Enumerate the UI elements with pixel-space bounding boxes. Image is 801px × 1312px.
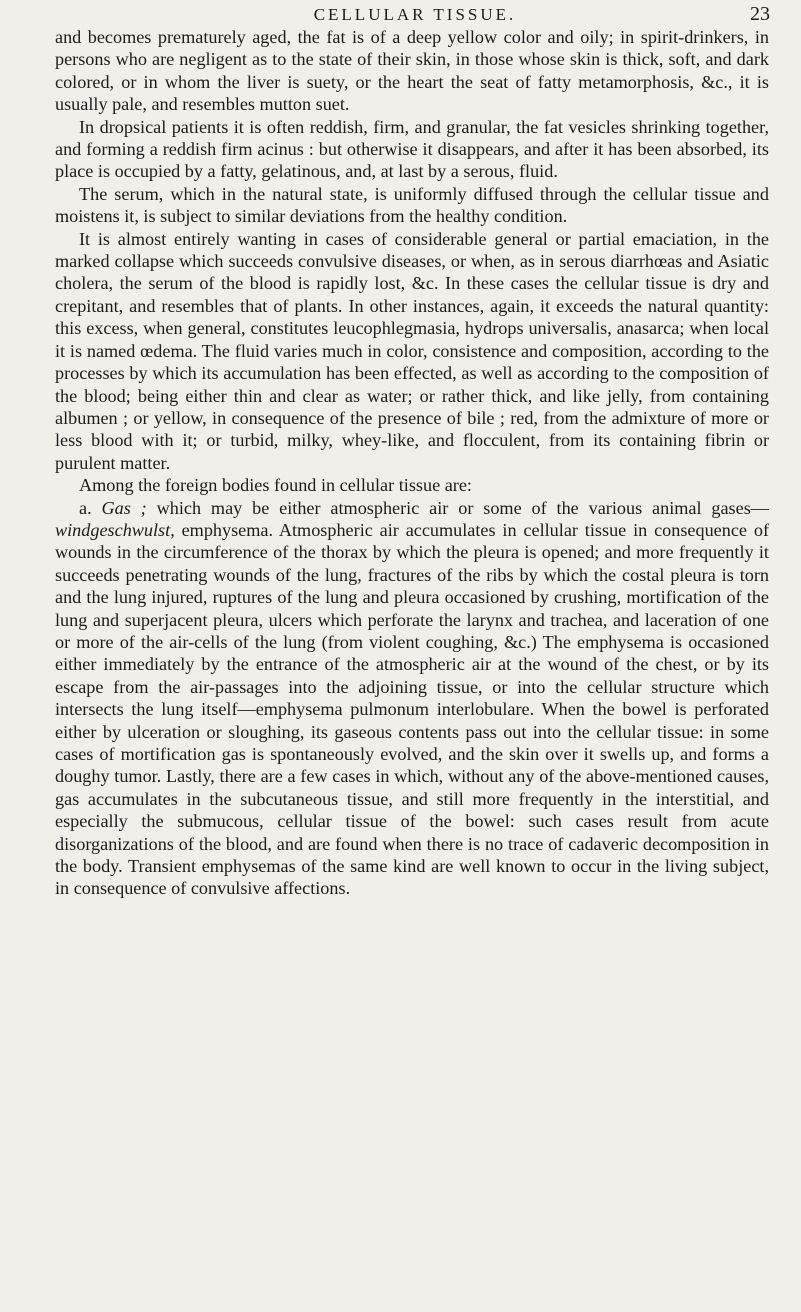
body-text (55, 26, 769, 900)
item-marker: a. (79, 497, 92, 518)
item-text-part-2: emphysema. Atmospheric air accumulates in cellular tissue in consequence of wounds in the circumference of the thorax by which the pleura is opened; and more frequently it succeeds penetrating wounds of the lung, fractures of the ribs by which the costal pleura is torn and the lung injured, ruptures of the lung and pleura occasioned by crushing, mortification of the lung and superjacent pleura, ulcers which perforate the larynx and trachea, and laceration of one or more of the air-cells of the lung (from violent coughing, &c.) The emphysema is occasioned either immediately by the entrance of the atmospheric air at the wound of the chest, or by its escape from the air-passages into the adjoining tissue, or into the cellular structure which intersects the lung itself—emphysema pulmonum interlobulare. When the bowel is perforated either by ulceration or sloughing, its gaseous contents pass out into the cellular tissue: in some cases of mortification gas is spontaneously evolved, and the skin over it swells up, and forms a doughy tumor. Lastly, there are a few cases in which, without any of the above-mentioned causes, gas accumulates in the subcutaneous tissue, and still more frequently in the interstitial, and especially the submucous, cellular tissue of the bowel: such cases result from acute disorganizations of the blood, and are found when there is no trace of cadaveric decomposition in the body. Transient emphysemas of the same kind are well known to occur in the living subject, in consequence of convulsive affections. (55, 519, 769, 899)
item-label-gas: Gas ; (101, 497, 147, 518)
paragraph-dropsical: In dropsical patients it is often reddish, firm, and granular, the fat vesicles shrinking together, and forming a reddish firm acinus : but otherwise it disappears, and after it has been absorbed, its place is occupied by a fatty, gelatinous, and, at last by a serous, fluid. (55, 116, 769, 182)
paragraph-fat-color: and becomes prematurely aged, the fat is of a deep yellow color and oily; in spirit-drinkers, in persons who are negligent as to the state of their skin, in those whose skin is thick, soft, and dark colored, or in whom the liver is suety, or the heart the seat of fatty metamorphosis, &c., it is usually pale, and resembles mutton suet. (55, 27, 769, 115)
running-head (60, 2, 770, 28)
running-title: CELLULAR TISSUE. (313, 5, 517, 24)
page-number: 23 (750, 3, 770, 25)
paragraph-foreign-bodies: Among the foreign bodies found in cellular tissue are: (79, 475, 472, 496)
foreign-term: windgeschwulst, (55, 519, 175, 540)
paragraph-serum: The serum, which in the natural state, is uniformly diffused through the cellular tissue and moistens it, is subject to similar deviations from the healthy condition. (55, 183, 769, 227)
item-text-part-1: which may be either atmospheric air or some of the various animal gases— (146, 497, 769, 518)
list-item-gas (55, 497, 769, 900)
paragraph-emaciation: It is almost entirely wanting in cases of considerable general or partial emaciation, in the marked collapse which succeeds convulsive diseases, or when, as in serous diarrhœas and Asiatic cholera, the serum of the blood is rapidly lost, &c. In these cases the cellular tissue is dry and crepitant, and resembles that of plants. In other instances, again, it exceeds the natural quantity: this excess, when general, constitutes leucophlegmasia, hydrops universalis, anasarca; when local it is named œdema. The fluid varies much in color, consistence and composition, according to the processes by which its accumulation has been effected, as well as according to the composition of the blood; being either thin and clear as water; or rather thick, and like jelly, from containing albumen ; or yellow, in consequence of the presence of bile ; red, from the admixture of more or less blood with it; or turbid, milky, whey-like, and flocculent, from its containing fibrin or purulent matter. (55, 228, 769, 473)
